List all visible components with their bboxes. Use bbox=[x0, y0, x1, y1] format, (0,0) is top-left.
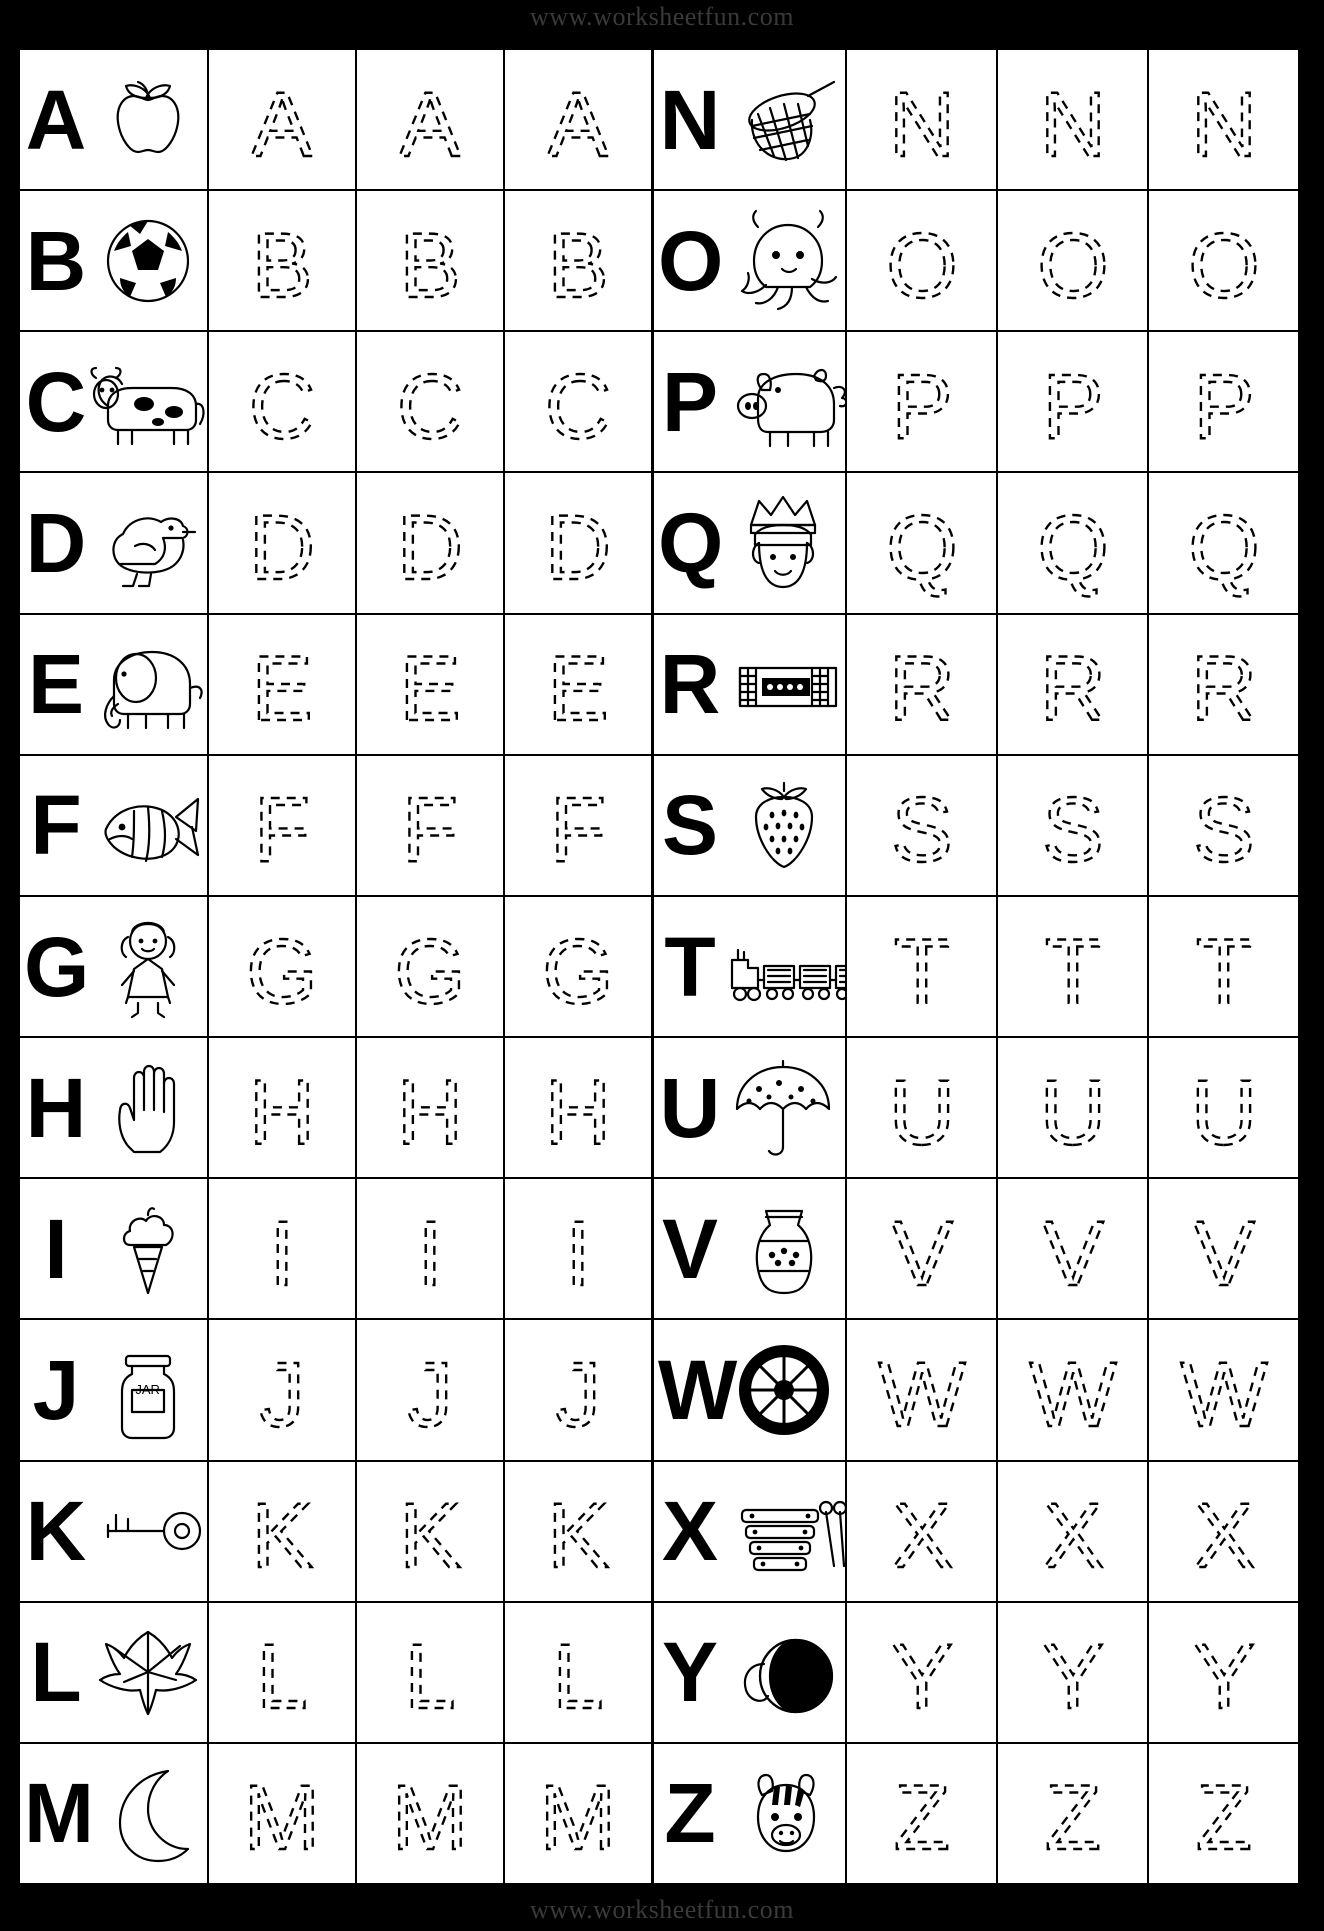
trace-cell-q-3[interactable] bbox=[1149, 473, 1298, 612]
svg-text:D: D bbox=[249, 497, 316, 600]
trace-cell-d-2[interactable] bbox=[357, 473, 505, 612]
svg-text:Z: Z bbox=[893, 1767, 950, 1870]
trace-cell-w-3[interactable] bbox=[1149, 1320, 1298, 1459]
moon-icon bbox=[88, 1744, 207, 1883]
trace-cell-v-2[interactable] bbox=[998, 1179, 1149, 1318]
letter-picture-cell bbox=[20, 50, 209, 189]
capital-letter-y: Y bbox=[661, 1625, 719, 1720]
svg-text:O: O bbox=[1036, 214, 1109, 317]
letter-picture-cell bbox=[20, 1744, 209, 1883]
trace-cell-k-2[interactable] bbox=[357, 1462, 505, 1601]
trace-cell-y-3[interactable] bbox=[1149, 1603, 1298, 1742]
letter-picture-cell bbox=[20, 897, 209, 1036]
svg-text:N: N bbox=[888, 73, 955, 176]
trace-cell-t-2[interactable] bbox=[998, 897, 1149, 1036]
trace-cell-t-1[interactable] bbox=[847, 897, 998, 1036]
trace-cell-b-1[interactable] bbox=[209, 191, 357, 330]
trace-cell-p-2[interactable] bbox=[998, 332, 1149, 471]
letter-picture-cell bbox=[654, 756, 847, 895]
trace-cell-b-3[interactable] bbox=[505, 191, 651, 330]
trace-cell-e-2[interactable] bbox=[357, 615, 505, 754]
trace-cell-g-1[interactable] bbox=[209, 897, 357, 1036]
letter-row-c bbox=[20, 332, 651, 473]
capital-letter-j: J bbox=[32, 1342, 80, 1437]
train-icon bbox=[722, 897, 847, 1036]
svg-text:W: W bbox=[878, 1343, 966, 1446]
ruler-icon bbox=[722, 615, 847, 754]
letter-row-k bbox=[20, 1462, 651, 1603]
ice-cream-icon bbox=[88, 1179, 207, 1318]
svg-text:I: I bbox=[417, 1202, 443, 1305]
trace-cell-w-1[interactable] bbox=[847, 1320, 998, 1459]
letter-picture-cell bbox=[654, 1038, 847, 1177]
capital-letter-m: M bbox=[24, 1766, 94, 1861]
trace-cell-t-3[interactable] bbox=[1149, 897, 1298, 1036]
trace-cell-u-1[interactable] bbox=[847, 1038, 998, 1177]
capital-letter-g: G bbox=[24, 919, 90, 1014]
trace-cell-s-3[interactable] bbox=[1149, 756, 1298, 895]
letter-row-m bbox=[20, 1744, 651, 1883]
trace-cell-d-3[interactable] bbox=[505, 473, 651, 612]
trace-cell-j-3[interactable] bbox=[505, 1320, 651, 1459]
trace-cell-i-2[interactable] bbox=[357, 1179, 505, 1318]
letter-row-u bbox=[654, 1038, 1298, 1179]
trace-cell-j-2[interactable] bbox=[357, 1320, 505, 1459]
capital-letter-x: X bbox=[661, 1484, 719, 1579]
octopus-icon bbox=[722, 191, 847, 330]
letter-picture-cell bbox=[654, 897, 847, 1036]
capital-letter-u: U bbox=[659, 1060, 721, 1155]
left-margin-band bbox=[0, 0, 20, 1931]
girl-icon bbox=[88, 897, 207, 1036]
trace-cell-m-3[interactable] bbox=[505, 1744, 651, 1883]
letter-row-l bbox=[20, 1603, 651, 1744]
letter-picture-cell bbox=[654, 1462, 847, 1601]
letter-picture-cell bbox=[654, 1320, 847, 1459]
letter-row-d bbox=[20, 473, 651, 614]
svg-text:O: O bbox=[1187, 214, 1260, 317]
trace-cell-o-3[interactable] bbox=[1149, 191, 1298, 330]
letter-row-p bbox=[654, 332, 1298, 473]
trace-cell-c-1[interactable] bbox=[209, 332, 357, 471]
xylophone-icon bbox=[722, 1462, 847, 1601]
trace-cell-h-2[interactable] bbox=[357, 1038, 505, 1177]
letter-picture-cell bbox=[654, 191, 847, 330]
svg-text:S: S bbox=[1192, 779, 1255, 882]
net-icon bbox=[722, 50, 846, 189]
elephant-icon bbox=[88, 615, 209, 754]
svg-text:C: C bbox=[396, 355, 464, 458]
svg-text:L: L bbox=[404, 1626, 456, 1729]
trace-cell-l-1[interactable] bbox=[209, 1603, 357, 1742]
capital-letter-b: B bbox=[25, 213, 87, 308]
watermark-top: www.worksheetfun.com bbox=[530, 2, 794, 31]
trace-cell-a-2[interactable] bbox=[357, 50, 505, 189]
letter-picture-cell bbox=[654, 473, 847, 612]
letter-row-t bbox=[654, 897, 1298, 1038]
svg-text:Q: Q bbox=[1187, 497, 1260, 600]
trace-cell-s-1[interactable] bbox=[847, 756, 998, 895]
svg-text:R: R bbox=[1039, 638, 1106, 741]
trace-cell-o-2[interactable] bbox=[998, 191, 1149, 330]
svg-text:B: B bbox=[251, 214, 313, 317]
letter-row-n bbox=[654, 50, 1298, 191]
cow-icon bbox=[88, 332, 209, 471]
trace-cell-h-1[interactable] bbox=[209, 1038, 357, 1177]
svg-text:M: M bbox=[539, 1767, 617, 1870]
capital-letter-l: L bbox=[30, 1625, 82, 1720]
trace-cell-l-3[interactable] bbox=[505, 1603, 651, 1742]
letter-row-f bbox=[20, 756, 651, 897]
svg-text:F: F bbox=[402, 779, 459, 882]
svg-text:H: H bbox=[249, 1061, 316, 1164]
trace-cell-f-1[interactable] bbox=[209, 756, 357, 895]
trace-cell-q-1[interactable] bbox=[847, 473, 998, 612]
svg-text:E: E bbox=[399, 638, 461, 741]
trace-cell-b-2[interactable] bbox=[357, 191, 505, 330]
letter-picture-cell bbox=[20, 1603, 209, 1742]
capital-letter-r: R bbox=[659, 637, 721, 732]
letter-picture-cell bbox=[20, 756, 209, 895]
trace-cell-x-2[interactable] bbox=[998, 1462, 1149, 1601]
left-column bbox=[20, 50, 654, 1883]
letter-picture-cell bbox=[20, 1179, 209, 1318]
svg-text:Q: Q bbox=[885, 497, 958, 600]
svg-text:H: H bbox=[396, 1061, 464, 1164]
svg-text:W: W bbox=[1029, 1343, 1117, 1446]
capital-letter-i: I bbox=[44, 1201, 68, 1296]
trace-cell-r-3[interactable] bbox=[1149, 615, 1298, 754]
letter-picture-cell bbox=[20, 191, 209, 330]
trace-cell-o-1[interactable] bbox=[847, 191, 998, 330]
svg-text:J: J bbox=[259, 1343, 306, 1446]
svg-text:J: J bbox=[555, 1343, 602, 1446]
svg-text:G: G bbox=[542, 920, 614, 1023]
svg-text:N: N bbox=[1039, 73, 1106, 176]
letter-row-z bbox=[654, 1744, 1298, 1883]
svg-text:Q: Q bbox=[1036, 497, 1109, 600]
capital-letter-e: E bbox=[27, 637, 85, 732]
letter-row-w bbox=[654, 1320, 1298, 1461]
svg-text:C: C bbox=[249, 355, 316, 458]
watermark-bottom: www.worksheetfun.com bbox=[530, 1895, 794, 1924]
jar-icon bbox=[88, 1320, 207, 1459]
trace-cell-g-3[interactable] bbox=[505, 897, 651, 1036]
letter-row-i bbox=[20, 1179, 651, 1320]
svg-text:K: K bbox=[399, 1485, 461, 1588]
letter-row-r bbox=[654, 615, 1298, 756]
letter-picture-cell bbox=[654, 1179, 847, 1318]
svg-text:F: F bbox=[254, 779, 311, 882]
svg-text:C: C bbox=[544, 355, 612, 458]
fish-icon bbox=[88, 756, 209, 895]
letter-row-e bbox=[20, 615, 651, 756]
right-column bbox=[654, 50, 1298, 1883]
svg-text:Y: Y bbox=[1192, 1626, 1255, 1729]
svg-text:L: L bbox=[552, 1626, 604, 1729]
svg-text:G: G bbox=[246, 920, 319, 1023]
capital-letter-f: F bbox=[30, 778, 82, 873]
svg-text:X: X bbox=[1192, 1485, 1255, 1588]
trace-cell-c-2[interactable] bbox=[357, 332, 505, 471]
tracing-grid bbox=[20, 50, 1298, 1883]
capital-letter-t: T bbox=[664, 919, 716, 1014]
svg-text:D: D bbox=[544, 497, 612, 600]
trace-cell-v-1[interactable] bbox=[847, 1179, 998, 1318]
letter-row-j bbox=[20, 1320, 651, 1461]
svg-text:S: S bbox=[1041, 779, 1104, 882]
trace-cell-m-1[interactable] bbox=[209, 1744, 357, 1883]
pig-icon bbox=[722, 332, 847, 471]
hand-icon bbox=[88, 1038, 207, 1177]
capital-letter-s: S bbox=[661, 778, 719, 873]
svg-text:W: W bbox=[1180, 1343, 1267, 1446]
svg-text:A: A bbox=[251, 73, 313, 176]
svg-text:P: P bbox=[1192, 355, 1255, 458]
trace-cell-i-3[interactable] bbox=[505, 1179, 651, 1318]
letter-picture-cell bbox=[20, 1320, 209, 1459]
trace-cell-w-2[interactable] bbox=[998, 1320, 1149, 1459]
trace-cell-x-1[interactable] bbox=[847, 1462, 998, 1601]
trace-cell-d-1[interactable] bbox=[209, 473, 357, 612]
svg-text:A: A bbox=[547, 73, 609, 176]
svg-text:J: J bbox=[407, 1343, 454, 1446]
capital-letter-p: P bbox=[661, 354, 719, 449]
yoyo-icon bbox=[722, 1603, 845, 1742]
trace-cell-y-1[interactable] bbox=[847, 1603, 998, 1742]
trace-cell-q-2[interactable] bbox=[998, 473, 1149, 612]
letter-picture-cell bbox=[20, 615, 209, 754]
trace-cell-f-2[interactable] bbox=[357, 756, 505, 895]
svg-text:X: X bbox=[1041, 1485, 1104, 1588]
trace-cell-h-3[interactable] bbox=[505, 1038, 651, 1177]
trace-cell-p-3[interactable] bbox=[1149, 332, 1298, 471]
vase-icon bbox=[722, 1179, 845, 1318]
letter-picture-cell bbox=[20, 332, 209, 471]
letter-row-o bbox=[654, 191, 1298, 332]
svg-text:T: T bbox=[893, 920, 950, 1023]
trace-cell-l-2[interactable] bbox=[357, 1603, 505, 1742]
trace-cell-p-1[interactable] bbox=[847, 332, 998, 471]
svg-text:O: O bbox=[885, 214, 958, 317]
letter-picture-cell bbox=[20, 473, 209, 612]
svg-text:K: K bbox=[251, 1485, 313, 1588]
strawberry-icon bbox=[722, 756, 845, 895]
letter-picture-cell bbox=[654, 1603, 847, 1742]
svg-text:E: E bbox=[251, 638, 313, 741]
svg-text:Z: Z bbox=[1044, 1767, 1101, 1870]
trace-cell-x-3[interactable] bbox=[1149, 1462, 1298, 1601]
capital-letter-o: O bbox=[658, 213, 724, 308]
svg-text:I: I bbox=[269, 1202, 296, 1305]
trace-cell-z-1[interactable] bbox=[847, 1744, 998, 1883]
svg-text:I: I bbox=[565, 1202, 591, 1305]
trace-cell-a-1[interactable] bbox=[209, 50, 357, 189]
apple-icon bbox=[88, 50, 207, 189]
svg-text:T: T bbox=[1044, 920, 1101, 1023]
trace-cell-k-3[interactable] bbox=[505, 1462, 651, 1601]
letter-row-h bbox=[20, 1038, 651, 1179]
svg-text:Z: Z bbox=[1195, 1767, 1252, 1870]
svg-text:U: U bbox=[888, 1061, 955, 1164]
trace-cell-r-1[interactable] bbox=[847, 615, 998, 754]
capital-letter-v: V bbox=[661, 1201, 719, 1296]
key-icon bbox=[88, 1462, 207, 1601]
letter-picture-cell bbox=[654, 50, 847, 189]
right-margin-band bbox=[1298, 0, 1324, 1931]
letter-picture-cell bbox=[654, 332, 847, 471]
umbrella-icon bbox=[722, 1038, 845, 1177]
svg-text:K: K bbox=[547, 1485, 609, 1588]
letter-picture-cell bbox=[20, 1462, 209, 1601]
svg-text:Y: Y bbox=[1041, 1626, 1104, 1729]
trace-cell-m-2[interactable] bbox=[357, 1744, 505, 1883]
svg-text:U: U bbox=[1190, 1061, 1257, 1164]
picture-label: JAR bbox=[135, 1382, 160, 1398]
svg-text:R: R bbox=[1190, 638, 1257, 741]
svg-text:E: E bbox=[547, 638, 609, 741]
capital-letter-n: N bbox=[659, 72, 721, 167]
letter-row-y bbox=[654, 1603, 1298, 1744]
leaf-icon bbox=[88, 1603, 207, 1742]
svg-text:P: P bbox=[890, 355, 953, 458]
trace-cell-i-1[interactable] bbox=[209, 1179, 357, 1318]
trace-cell-z-3[interactable] bbox=[1149, 1744, 1298, 1883]
trace-cell-k-1[interactable] bbox=[209, 1462, 357, 1601]
svg-text:V: V bbox=[1192, 1202, 1255, 1305]
capital-letter-z: Z bbox=[664, 1766, 716, 1861]
trace-cell-j-1[interactable] bbox=[209, 1320, 357, 1459]
trace-cell-r-2[interactable] bbox=[998, 615, 1149, 754]
svg-text:H: H bbox=[544, 1061, 612, 1164]
letter-row-b bbox=[20, 191, 651, 332]
svg-text:V: V bbox=[890, 1202, 953, 1305]
trace-cell-n-3[interactable] bbox=[1149, 50, 1298, 189]
ball-icon bbox=[88, 191, 207, 330]
trace-cell-u-3[interactable] bbox=[1149, 1038, 1298, 1177]
capital-letter-w: W bbox=[658, 1342, 738, 1437]
letter-row-x bbox=[654, 1462, 1298, 1603]
svg-text:M: M bbox=[243, 1767, 321, 1870]
duck-icon bbox=[88, 473, 207, 612]
svg-text:G: G bbox=[394, 920, 466, 1023]
capital-letter-d: D bbox=[25, 496, 87, 591]
capital-letter-q: Q bbox=[658, 496, 724, 591]
trace-cell-n-2[interactable] bbox=[998, 50, 1149, 189]
zebra-icon bbox=[722, 1744, 845, 1883]
trace-cell-a-3[interactable] bbox=[505, 50, 651, 189]
svg-text:Y: Y bbox=[890, 1626, 953, 1729]
svg-text:S: S bbox=[890, 779, 953, 882]
letter-row-v bbox=[654, 1179, 1298, 1320]
svg-text:F: F bbox=[549, 779, 607, 882]
letter-picture-cell bbox=[654, 1744, 847, 1883]
letter-picture-cell bbox=[20, 1038, 209, 1177]
letter-row-q bbox=[654, 473, 1298, 614]
trace-cell-s-2[interactable] bbox=[998, 756, 1149, 895]
trace-cell-f-3[interactable] bbox=[505, 756, 651, 895]
svg-text:T: T bbox=[1195, 920, 1252, 1023]
trace-cell-y-2[interactable] bbox=[998, 1603, 1149, 1742]
svg-text:U: U bbox=[1039, 1061, 1106, 1164]
svg-text:V: V bbox=[1041, 1202, 1104, 1305]
svg-text:B: B bbox=[399, 214, 461, 317]
letter-picture-cell bbox=[654, 615, 847, 754]
capital-letter-h: H bbox=[25, 1060, 87, 1155]
svg-text:X: X bbox=[890, 1485, 953, 1588]
capital-letter-a: A bbox=[25, 72, 87, 167]
svg-text:R: R bbox=[888, 638, 955, 741]
trace-cell-u-2[interactable] bbox=[998, 1038, 1149, 1177]
capital-letter-c: C bbox=[25, 354, 87, 449]
trace-cell-n-1[interactable] bbox=[847, 50, 998, 189]
wheel-icon bbox=[722, 1320, 845, 1459]
svg-text:M: M bbox=[391, 1767, 469, 1870]
trace-cell-e-3[interactable] bbox=[505, 615, 651, 754]
svg-text:L: L bbox=[256, 1626, 308, 1729]
svg-text:A: A bbox=[399, 73, 461, 176]
capital-letter-k: K bbox=[25, 1484, 87, 1579]
letter-row-a bbox=[20, 50, 651, 191]
svg-text:B: B bbox=[547, 214, 609, 317]
trace-cell-c-3[interactable] bbox=[505, 332, 651, 471]
svg-text:P: P bbox=[1041, 355, 1104, 458]
trace-cell-z-2[interactable] bbox=[998, 1744, 1149, 1883]
trace-cell-e-1[interactable] bbox=[209, 615, 357, 754]
queen-icon bbox=[722, 473, 845, 612]
letter-row-g bbox=[20, 897, 651, 1038]
trace-cell-g-2[interactable] bbox=[357, 897, 505, 1036]
trace-cell-v-3[interactable] bbox=[1149, 1179, 1298, 1318]
letter-row-s bbox=[654, 756, 1298, 897]
svg-text:N: N bbox=[1190, 73, 1257, 176]
svg-text:D: D bbox=[396, 497, 464, 600]
